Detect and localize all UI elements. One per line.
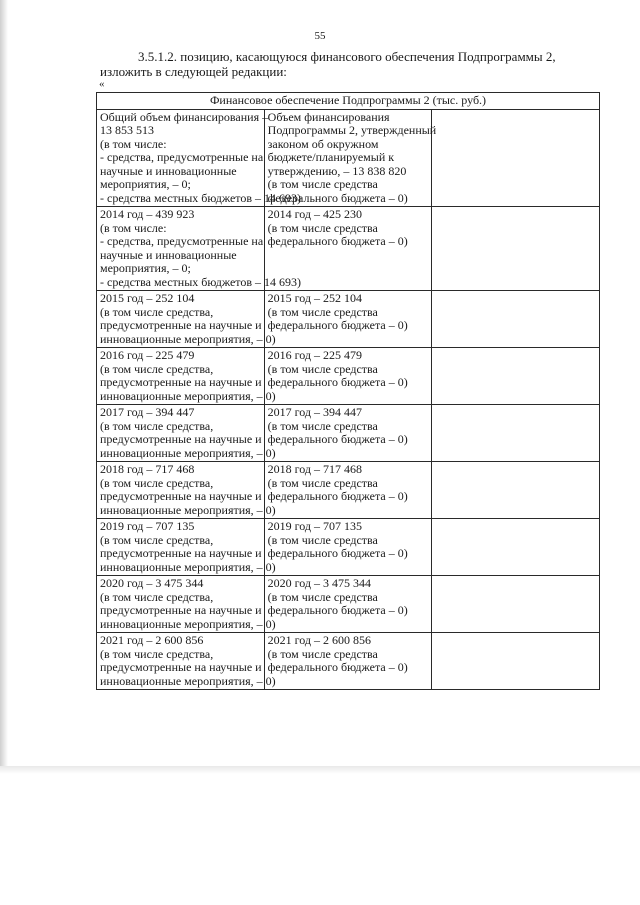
cell-text-line: 2014 год – 425 230 bbox=[267, 207, 363, 221]
cell-text-line: утверждению, – 13 838 820 bbox=[267, 163, 407, 178]
total-financing-cell bbox=[97, 633, 276, 690]
cell-text-line: Общий объем финансирования – bbox=[100, 109, 269, 124]
empty-cell bbox=[432, 109, 600, 207]
cell-text-line: инновационные мероприятия, – 0) bbox=[100, 502, 276, 517]
cell-text-line: (в том числе средства bbox=[267, 418, 378, 433]
cell-text-line: (в том числе средства bbox=[267, 475, 378, 490]
cell-text-line: (в том числе средства, bbox=[100, 418, 214, 433]
approved-budget-cell bbox=[264, 109, 437, 207]
cell-text-line: предусмотренные на научные и bbox=[100, 489, 262, 503]
approved-budget-cell bbox=[264, 519, 432, 576]
financing-table bbox=[96, 92, 600, 690]
cell-text-line: федерального бюджета – 0) bbox=[267, 432, 408, 446]
cell-text-line: инновационные мероприятия, – 0) bbox=[100, 331, 276, 346]
cell-text-line: (в том числе средства bbox=[267, 589, 378, 604]
empty-cell bbox=[432, 348, 600, 405]
cell-text-line: - средства, предусмотренные на bbox=[100, 234, 264, 248]
table-header-row bbox=[97, 93, 600, 110]
intro-paragraph bbox=[100, 49, 600, 79]
intro-line-2: изложить в следующей редакции: bbox=[100, 64, 287, 79]
cell-text-line: 2017 год – 394 447 bbox=[267, 405, 363, 419]
cell-text-line: предусмотренные на научные и bbox=[100, 546, 262, 560]
cell-text-line: федерального бюджета – 0) bbox=[267, 190, 408, 205]
cell-text-line: инновационные мероприятия, – 0) bbox=[100, 445, 276, 460]
total-financing-cell bbox=[97, 348, 276, 405]
empty-cell bbox=[432, 291, 600, 348]
opening-quote: « bbox=[99, 78, 105, 90]
cell-text-line: (в том числе средства, bbox=[100, 304, 214, 319]
total-financing-cell bbox=[97, 576, 276, 633]
total-financing-cell bbox=[97, 207, 302, 291]
cell-text-line: (в том числе средства bbox=[267, 220, 378, 235]
cell-text-line: 2014 год – 439 923 bbox=[100, 207, 195, 221]
cell-text-line: 2015 год – 252 104 bbox=[100, 291, 195, 305]
cell-text-line: научные и инновационные bbox=[100, 163, 237, 178]
table-row bbox=[97, 207, 600, 291]
cell-text-line: предусмотренные на научные и bbox=[100, 432, 262, 446]
cell-text-line: федерального бюджета – 0) bbox=[267, 375, 408, 389]
total-financing-cell bbox=[97, 405, 276, 462]
cell-text-line: (в том числе средства, bbox=[100, 361, 214, 376]
table-row bbox=[97, 519, 600, 576]
cell-text-line: федерального бюджета – 0) bbox=[267, 660, 408, 674]
cell-text-line: 2016 год – 225 479 bbox=[100, 348, 195, 362]
cell-text-line: Объем финансирования bbox=[267, 109, 390, 124]
cell-text-line: 2019 год – 707 135 bbox=[100, 519, 195, 533]
cell-text-line: федерального бюджета – 0) bbox=[267, 603, 408, 617]
scan-edge-shadow bbox=[0, 0, 8, 768]
cell-text-line: предусмотренные на научные и bbox=[100, 660, 262, 674]
cell-text-line: (в том числе: bbox=[100, 220, 167, 235]
cell-text-line: (в том числе средства bbox=[267, 532, 378, 547]
cell-text-line: федерального бюджета – 0) bbox=[267, 234, 408, 248]
cell-text-line: (в том числе средства bbox=[267, 304, 378, 319]
cell-text-line: (в том числе средства, bbox=[100, 646, 214, 661]
empty-cell bbox=[432, 576, 600, 633]
cell-text-line: - средства, предусмотренные на bbox=[100, 150, 264, 164]
cell-text-line: федерального бюджета – 0) bbox=[267, 489, 408, 503]
cell-text-line: 2015 год – 252 104 bbox=[267, 291, 363, 305]
approved-budget-cell bbox=[264, 405, 432, 462]
cell-text-line: инновационные мероприятия, – 0) bbox=[100, 559, 276, 574]
table-row bbox=[97, 462, 600, 519]
intro-line-1: 3.5.1.2. позицию, касающуюся финансового обеспечения Подпрограммы 2, bbox=[138, 49, 556, 64]
cell-text-line: мероприятия, – 0; bbox=[100, 261, 191, 275]
cell-text-line: бюджете/планируемый к bbox=[267, 150, 395, 164]
cell-text-line: (в том числе средства bbox=[267, 361, 378, 376]
cell-text-line: предусмотренные на научные и bbox=[100, 375, 262, 389]
table-row bbox=[97, 109, 600, 207]
approved-budget-cell bbox=[264, 633, 432, 690]
cell-text-line: (в том числе средства bbox=[267, 177, 378, 191]
table-row bbox=[97, 405, 600, 462]
cell-text-line: (в том числе средства, bbox=[100, 475, 214, 490]
approved-budget-cell bbox=[264, 348, 432, 405]
empty-cell bbox=[432, 519, 600, 576]
approved-budget-cell bbox=[264, 291, 432, 348]
cell-text-line: инновационные мероприятия, – 0) bbox=[100, 388, 276, 403]
cell-text-line: инновационные мероприятия, – 0) bbox=[100, 616, 276, 631]
scan-bottom-edge bbox=[0, 766, 640, 774]
cell-text-line: мероприятия, – 0; bbox=[100, 177, 191, 191]
cell-text-line: законом об окружном bbox=[267, 136, 379, 151]
cell-text-line: предусмотренные на научные и bbox=[100, 603, 262, 617]
empty-cell bbox=[432, 633, 600, 690]
table-row bbox=[97, 576, 600, 633]
cell-text-line: 2018 год – 717 468 bbox=[267, 462, 363, 476]
cell-text-line: 2017 год – 394 447 bbox=[100, 405, 195, 419]
empty-cell bbox=[432, 405, 600, 462]
empty-cell bbox=[432, 462, 600, 519]
cell-text-line: 2021 год – 2 600 856 bbox=[267, 633, 372, 647]
cell-text-line: научные и инновационные bbox=[100, 247, 237, 262]
cell-text-line: 2018 год – 717 468 bbox=[100, 462, 195, 476]
cell-text-line: 2020 год – 3 475 344 bbox=[267, 576, 372, 590]
cell-text-line: федерального бюджета – 0) bbox=[267, 318, 408, 332]
total-financing-cell bbox=[97, 109, 302, 207]
page-number: 55 bbox=[314, 30, 326, 42]
empty-cell bbox=[432, 207, 600, 291]
cell-text-line: 2019 год – 707 135 bbox=[267, 519, 363, 533]
table-header: Финансовое обеспечение Подпрограммы 2 (тыс. руб.) bbox=[97, 93, 600, 110]
table-row bbox=[97, 348, 600, 405]
cell-text-line: инновационные мероприятия, – 0) bbox=[100, 673, 276, 688]
table-body bbox=[97, 109, 600, 690]
approved-budget-cell bbox=[264, 576, 432, 633]
cell-text-line: (в том числе средства, bbox=[100, 532, 214, 547]
cell-text-line: (в том числе: bbox=[100, 136, 167, 151]
cell-text-line: федерального бюджета – 0) bbox=[267, 546, 408, 560]
cell-text-line: предусмотренные на научные и bbox=[100, 318, 262, 332]
cell-text-line: 2020 год – 3 475 344 bbox=[100, 576, 204, 590]
cell-text-line: - средства местных бюджетов – 14 693) bbox=[100, 190, 302, 205]
approved-budget-cell bbox=[264, 462, 432, 519]
cell-text-line: 13 853 513 bbox=[100, 123, 154, 137]
total-financing-cell bbox=[97, 519, 276, 576]
cell-text-line: 2016 год – 225 479 bbox=[267, 348, 363, 362]
total-financing-cell bbox=[97, 291, 276, 348]
cell-text-line: (в том числе средства, bbox=[100, 589, 214, 604]
cell-text-line: 2021 год – 2 600 856 bbox=[100, 633, 204, 647]
cell-text-line: - средства местных бюджетов – 14 693) bbox=[100, 274, 302, 289]
cell-text-line: (в том числе средства bbox=[267, 646, 378, 661]
table-row bbox=[97, 291, 600, 348]
cell-text-line: Подпрограммы 2, утвержденный bbox=[267, 123, 437, 137]
total-financing-cell bbox=[97, 462, 276, 519]
table-row bbox=[97, 633, 600, 690]
